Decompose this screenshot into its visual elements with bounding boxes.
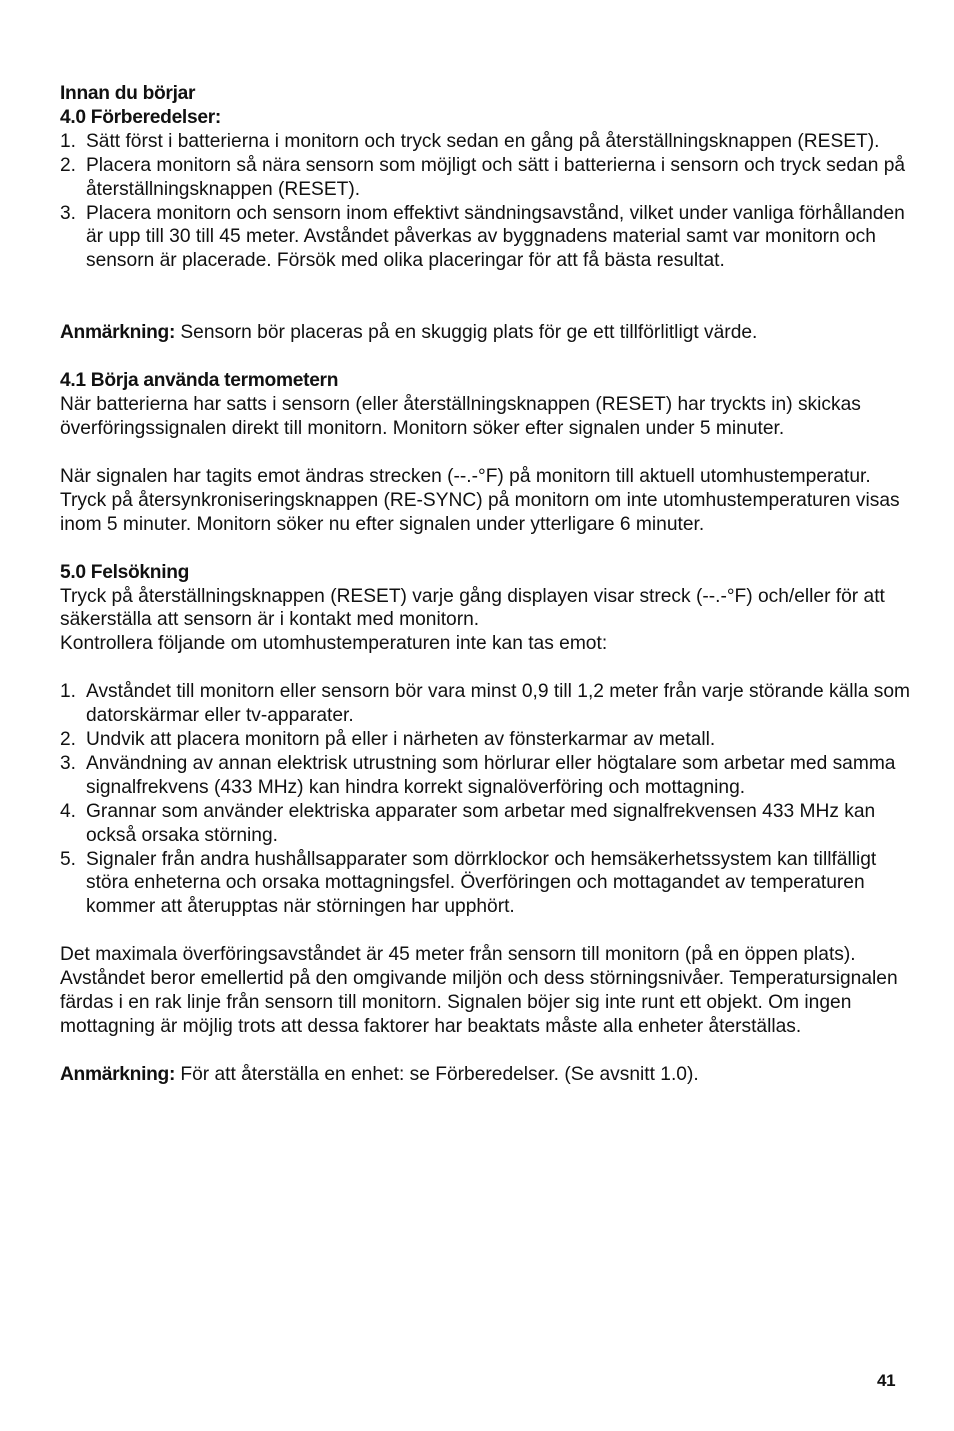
list-number: 2. <box>60 729 77 751</box>
preparation-steps <box>60 130 910 273</box>
list-text: Placera monitorn och sensorn inom effektivt sändningsavstånd, vilket under vanliga förhållanden är upp till 30 till 45 meter. Avståndet påverkas av byggnadens material samt var monitorn och sensorn är placerade. Försök med olika placeringar för att få bästa resultat. <box>86 202 905 272</box>
list-text: Signaler från andra hushållsapparater som dörrklockor och hemsäkerhetssystem kan tillfälligt störa enheterna och orsaka mottagningsfel. Överföringen och mottagandet av temperaturen kommer att återupptas när störningen har upphört. <box>86 848 877 918</box>
note-label: Anmärkning: <box>60 322 176 344</box>
list-item <box>60 848 910 920</box>
paragraph: När batterierna har satts i sensorn (eller återställningsknappen (RESET) har tryckts in) skickas överföringssignalen direkt till monitorn. Monitorn söker efter signalen under 5 minuter. <box>60 394 861 439</box>
section-heading-start: 4.1 Börja använda termometern <box>60 370 339 392</box>
note-text: För att återställa en enhet: se Förberedelser. (Se avsnitt 1.0). <box>175 1063 699 1085</box>
list-item <box>60 728 910 752</box>
list-text: Undvik att placera monitorn på eller i närheten av fönsterkarmar av metall. <box>86 729 716 751</box>
list-number: 3. <box>60 202 77 224</box>
list-text: Grannar som använder elektriska apparater som arbetar med signalfrekvensen 433 MHz kan också orsaka störning. <box>86 800 876 846</box>
section-heading-troubleshooting: 5.0 Felsökning <box>60 561 190 583</box>
list-item <box>60 800 910 848</box>
intro-title: Innan du börjar <box>60 83 196 104</box>
list-item <box>60 130 910 154</box>
page-number: 41 <box>877 1371 896 1390</box>
troubleshooting-list <box>60 680 910 919</box>
list-item <box>60 202 910 274</box>
paragraph: Det maximala överföringsavståndet är 45 meter från sensorn till monitorn (på en öppen plats). Avståndet beror emellertid på den omgivande miljön och dess störningsnivåer. Temperatursignalen färdas i en rak linje från sensorn till monitorn. Signalen böjer sig inte runt ett objekt. Om ingen mottagning är möjlig trots att dessa faktorer har beaktats måste alla enheter återställas. <box>60 944 898 1037</box>
list-text: Avståndet till monitorn eller sensorn bör vara minst 0,9 till 1,2 meter från varje störande källa som datorskärmar eller tv-apparater. <box>86 681 911 727</box>
list-item <box>60 752 910 800</box>
list-number: 1. <box>60 681 77 703</box>
note-reset-device <box>60 1063 910 1087</box>
list-text: Sätt först i batterierna i monitorn och tryck sedan en gång på återställningsknappen (RESET). <box>86 130 880 152</box>
list-number: 5. <box>60 848 77 870</box>
list-text: Placera monitorn så nära sensorn som möjligt och sätt i batterierna i sensorn och tryck sedan på återställningsknappen (RESET). <box>86 154 906 200</box>
paragraph: Tryck på återställningsknappen (RESET) varje gång displayen visar streck (--.-°F) och/eller för att säkerställa att sensorn är i kontakt med monitorn. <box>60 585 885 631</box>
note-sensor-placement <box>60 321 910 345</box>
page-content <box>60 82 910 1087</box>
list-item <box>60 154 910 202</box>
list-number: 4. <box>60 800 77 822</box>
list-number: 1. <box>60 130 77 152</box>
paragraph: Kontrollera följande om utomhustemperaturen inte kan tas emot: <box>60 633 608 655</box>
paragraph: När signalen har tagits emot ändras strecken (--.-°F) på monitorn till aktuell utomhustemperatur. Tryck på återsynkroniseringsknappen (RE-SYNC) på monitorn om inte utomhustemperaturen visas inom 5 minuter. Monitorn söker nu efter signalen under ytterligare 6 minuter. <box>60 465 900 535</box>
section-heading-preparations: 4.0 Förberedelser: <box>60 106 221 128</box>
list-number: 3. <box>60 752 77 774</box>
list-text: Användning av annan elektrisk utrustning som hörlurar eller högtalare som arbetar med samma signalfrekvens (433 MHz) kan hindra korrekt signalöverföring och mottagning. <box>86 752 896 798</box>
list-item <box>60 680 910 728</box>
note-text: Sensorn bör placeras på en skuggig plats för ge ett tillförlitligt värde. <box>175 322 758 344</box>
note-label: Anmärkning: <box>60 1063 176 1085</box>
list-number: 2. <box>60 154 77 176</box>
